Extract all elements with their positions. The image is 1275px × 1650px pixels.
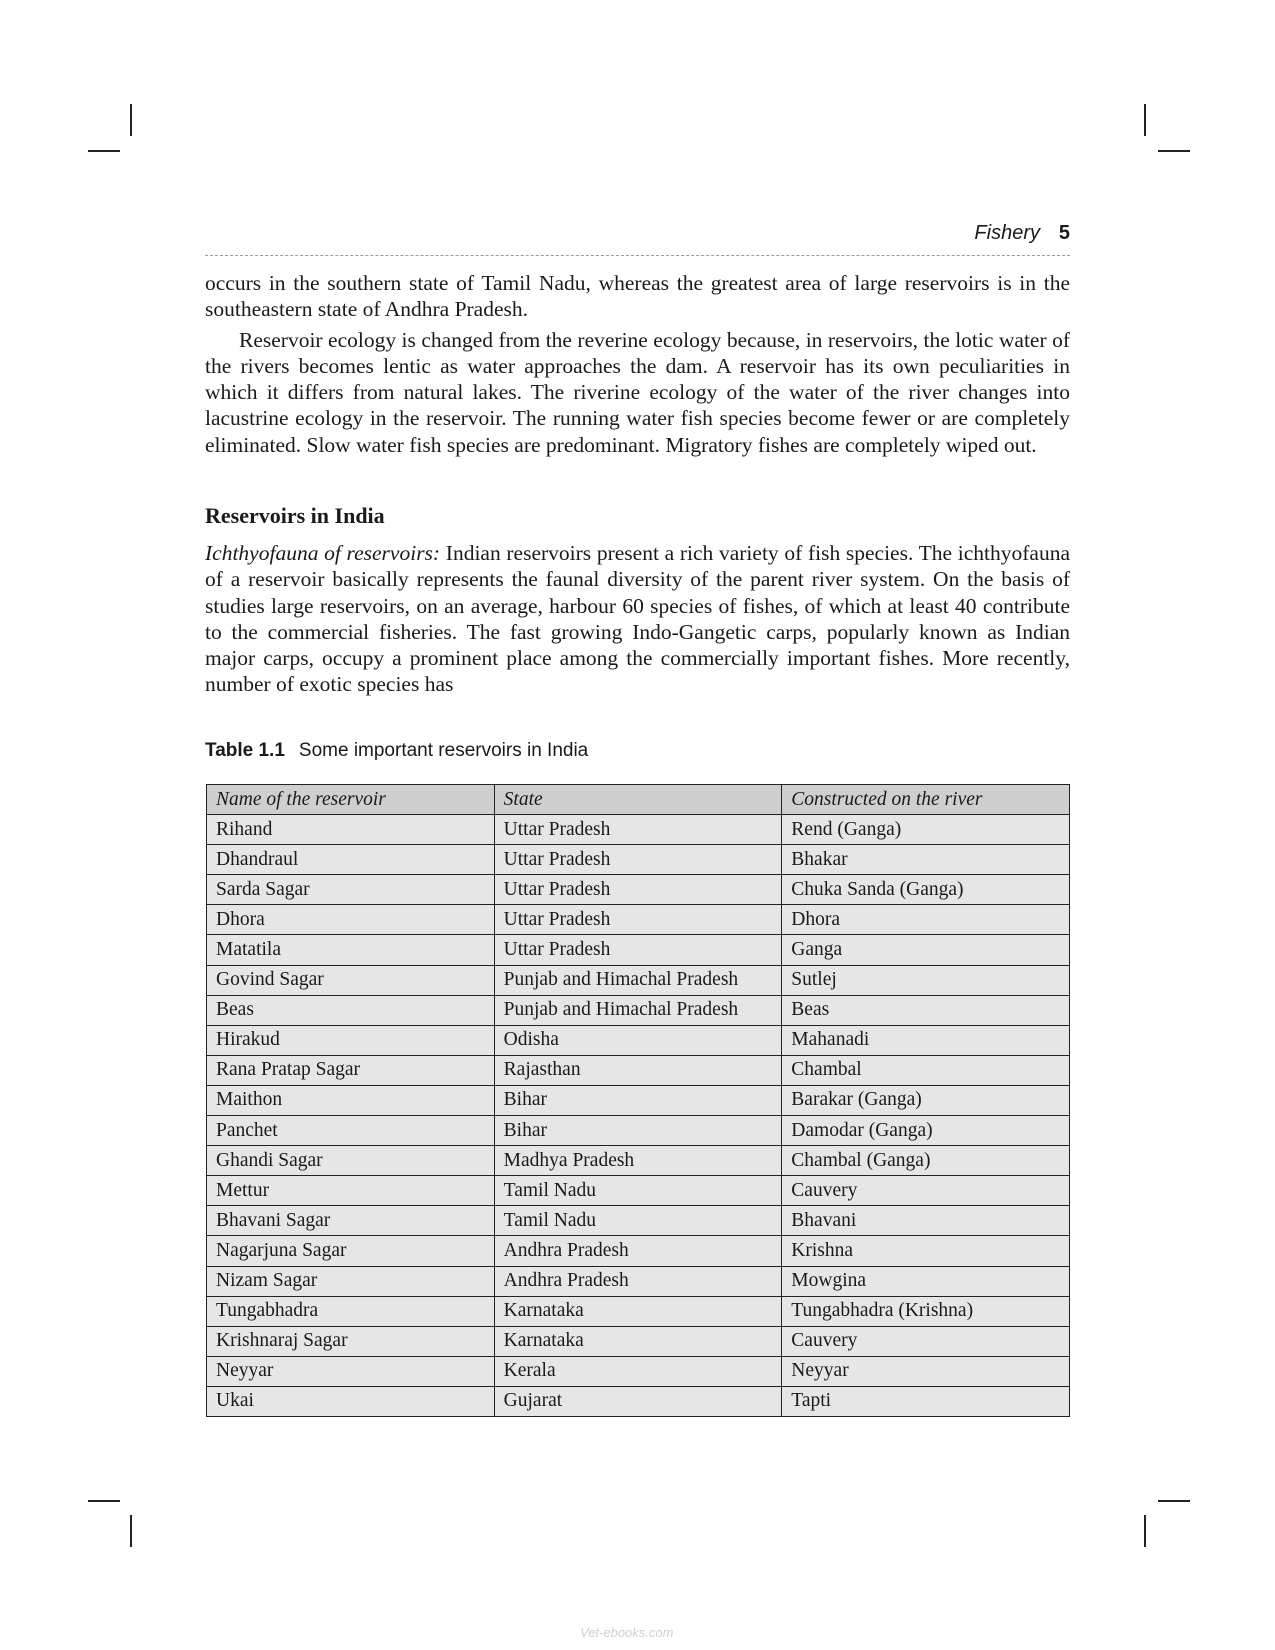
cell-river: Beas <box>782 995 1070 1025</box>
cell-river: Dhora <box>782 905 1070 935</box>
crop-mark <box>130 104 132 136</box>
cell-reservoir: Rihand <box>207 815 495 845</box>
cell-state: Uttar Pradesh <box>494 815 782 845</box>
cell-state: Bihar <box>494 1116 782 1146</box>
table-row <box>207 1386 1070 1416</box>
paragraph: occurs in the southern state of Tamil Nadu, whereas the greatest area of large reservoirs is in the southeastern state of Andhra Pradesh. <box>205 271 1070 322</box>
running-title: Fishery <box>974 222 1040 244</box>
cell-river: Cauvery <box>782 1326 1070 1356</box>
cell-state: Tamil Nadu <box>494 1206 782 1236</box>
cell-reservoir: Dhandraul <box>207 845 495 875</box>
paragraph: Reservoir ecology is changed from the reverine ecology because, in reservoirs, the lotic water of the rivers becomes lentic as water approaches the dam. A reservoir has its own peculiarities in which it differs from natural lakes. The riverine ecology of the water of the river changes into lacustrine ecology in the reservoir. The running water fish species become fewer or are completely eliminated. Slow water fish species are predominant. Migratory fishes are completely wiped out. <box>205 327 1070 457</box>
table-row <box>207 815 1070 845</box>
cell-river: Barakar (Ganga) <box>782 1085 1070 1115</box>
cell-reservoir: Hirakud <box>207 1025 495 1055</box>
table-row <box>207 1356 1070 1386</box>
crop-mark <box>1144 1515 1146 1547</box>
page-header <box>205 218 1070 248</box>
watermark: Vet-ebooks.com <box>580 1625 674 1640</box>
cell-state: Uttar Pradesh <box>494 905 782 935</box>
table-row <box>207 935 1070 965</box>
cell-state: Karnataka <box>494 1326 782 1356</box>
cell-reservoir: Govind Sagar <box>207 965 495 995</box>
cell-state: Andhra Pradesh <box>494 1266 782 1296</box>
cell-reservoir: Ukai <box>207 1386 495 1416</box>
cell-reservoir: Bhavani Sagar <box>207 1206 495 1236</box>
cell-state: Punjab and Himachal Pradesh <box>494 995 782 1025</box>
cell-state: Andhra Pradesh <box>494 1236 782 1266</box>
cell-river: Sutlej <box>782 965 1070 995</box>
table-row <box>207 1176 1070 1206</box>
cell-reservoir: Rana Pratap Sagar <box>207 1055 495 1085</box>
table-row <box>207 1116 1070 1146</box>
cell-reservoir: Maithon <box>207 1085 495 1115</box>
column-header-river: Constructed on the river <box>782 785 1070 815</box>
cell-state: Uttar Pradesh <box>494 875 782 905</box>
crop-mark <box>1144 104 1146 136</box>
cell-reservoir: Mettur <box>207 1176 495 1206</box>
cell-river: Cauvery <box>782 1176 1070 1206</box>
table-caption <box>205 740 588 762</box>
table-caption-text: Some important reservoirs in India <box>298 740 589 761</box>
table-row <box>207 1206 1070 1236</box>
cell-river: Krishna <box>782 1236 1070 1266</box>
cell-reservoir: Nizam Sagar <box>207 1266 495 1296</box>
table-row <box>207 1236 1070 1266</box>
cell-river: Bhakar <box>782 845 1070 875</box>
cell-reservoir: Neyyar <box>207 1356 495 1386</box>
cell-river: Bhavani <box>782 1206 1070 1236</box>
cell-reservoir: Matatila <box>207 935 495 965</box>
body-text <box>205 270 1070 458</box>
crop-mark <box>88 150 120 152</box>
reservoirs-table <box>206 784 1070 1417</box>
column-header-reservoir: Name of the reservoir <box>207 785 495 815</box>
cell-river: Damodar (Ganga) <box>782 1116 1070 1146</box>
table-row <box>207 1085 1070 1115</box>
cell-state: Uttar Pradesh <box>494 935 782 965</box>
cell-river: Tapti <box>782 1386 1070 1416</box>
page-number: 5 <box>1058 222 1070 244</box>
cell-reservoir: Beas <box>207 995 495 1025</box>
cell-river: Chuka Sanda (Ganga) <box>782 875 1070 905</box>
cell-state: Madhya Pradesh <box>494 1146 782 1176</box>
cell-state: Bihar <box>494 1085 782 1115</box>
table-row <box>207 845 1070 875</box>
cell-state: Rajasthan <box>494 1055 782 1085</box>
table-header-row <box>207 785 1070 815</box>
paragraph <box>205 540 1070 698</box>
table-row <box>207 1266 1070 1296</box>
cell-state: Punjab and Himachal Pradesh <box>494 965 782 995</box>
column-header-state: State <box>494 785 782 815</box>
cell-reservoir: Dhora <box>207 905 495 935</box>
table-row <box>207 1296 1070 1326</box>
paragraph-text: Indian reservoirs present a rich variety of fish species. The ichthyofauna of a reservoir basically represents the faunal diversity of the parent river system. On the basis of studies large reservoirs, on an average, harbour 60 species of fishes, of which at least 40 contribute to the commercial fisheries. The fast growing Indo-Gangetic carps, popularly known as Indian major carps, occupy a prominent place among the commercially important fishes. More recently, number of exotic species has <box>205 541 1070 697</box>
cell-reservoir: Nagarjuna Sagar <box>207 1236 495 1266</box>
cell-river: Chambal (Ganga) <box>782 1146 1070 1176</box>
table-row <box>207 1025 1070 1055</box>
section-body <box>205 540 1070 698</box>
table-row <box>207 995 1070 1025</box>
table-row <box>207 1326 1070 1356</box>
cell-reservoir: Sarda Sagar <box>207 875 495 905</box>
table-row <box>207 965 1070 995</box>
table-caption-label: Table 1.1 <box>205 740 285 761</box>
crop-mark <box>1158 1500 1190 1502</box>
crop-mark <box>130 1515 132 1547</box>
cell-state: Kerala <box>494 1356 782 1386</box>
table-row <box>207 875 1070 905</box>
table-row <box>207 905 1070 935</box>
table-row <box>207 1146 1070 1176</box>
crop-mark <box>1158 150 1190 152</box>
header-rule <box>205 255 1070 256</box>
cell-state: Odisha <box>494 1025 782 1055</box>
cell-reservoir: Ghandi Sagar <box>207 1146 495 1176</box>
cell-reservoir: Krishnaraj Sagar <box>207 1326 495 1356</box>
cell-river: Rend (Ganga) <box>782 815 1070 845</box>
cell-state: Uttar Pradesh <box>494 845 782 875</box>
cell-river: Ganga <box>782 935 1070 965</box>
cell-state: Tamil Nadu <box>494 1176 782 1206</box>
cell-river: Tungabhadra (Krishna) <box>782 1296 1070 1326</box>
paragraph-lead-in: Ichthyofauna of reservoirs: <box>205 541 441 565</box>
cell-state: Karnataka <box>494 1296 782 1326</box>
cell-reservoir: Tungabhadra <box>207 1296 495 1326</box>
cell-river: Chambal <box>782 1055 1070 1085</box>
cell-reservoir: Panchet <box>207 1116 495 1146</box>
cell-state: Gujarat <box>494 1386 782 1416</box>
crop-mark <box>88 1500 120 1502</box>
cell-river: Mowgina <box>782 1266 1070 1296</box>
table-row <box>207 1055 1070 1085</box>
cell-river: Neyyar <box>782 1356 1070 1386</box>
cell-river: Mahanadi <box>782 1025 1070 1055</box>
section-heading: Reservoirs in India <box>205 503 385 528</box>
